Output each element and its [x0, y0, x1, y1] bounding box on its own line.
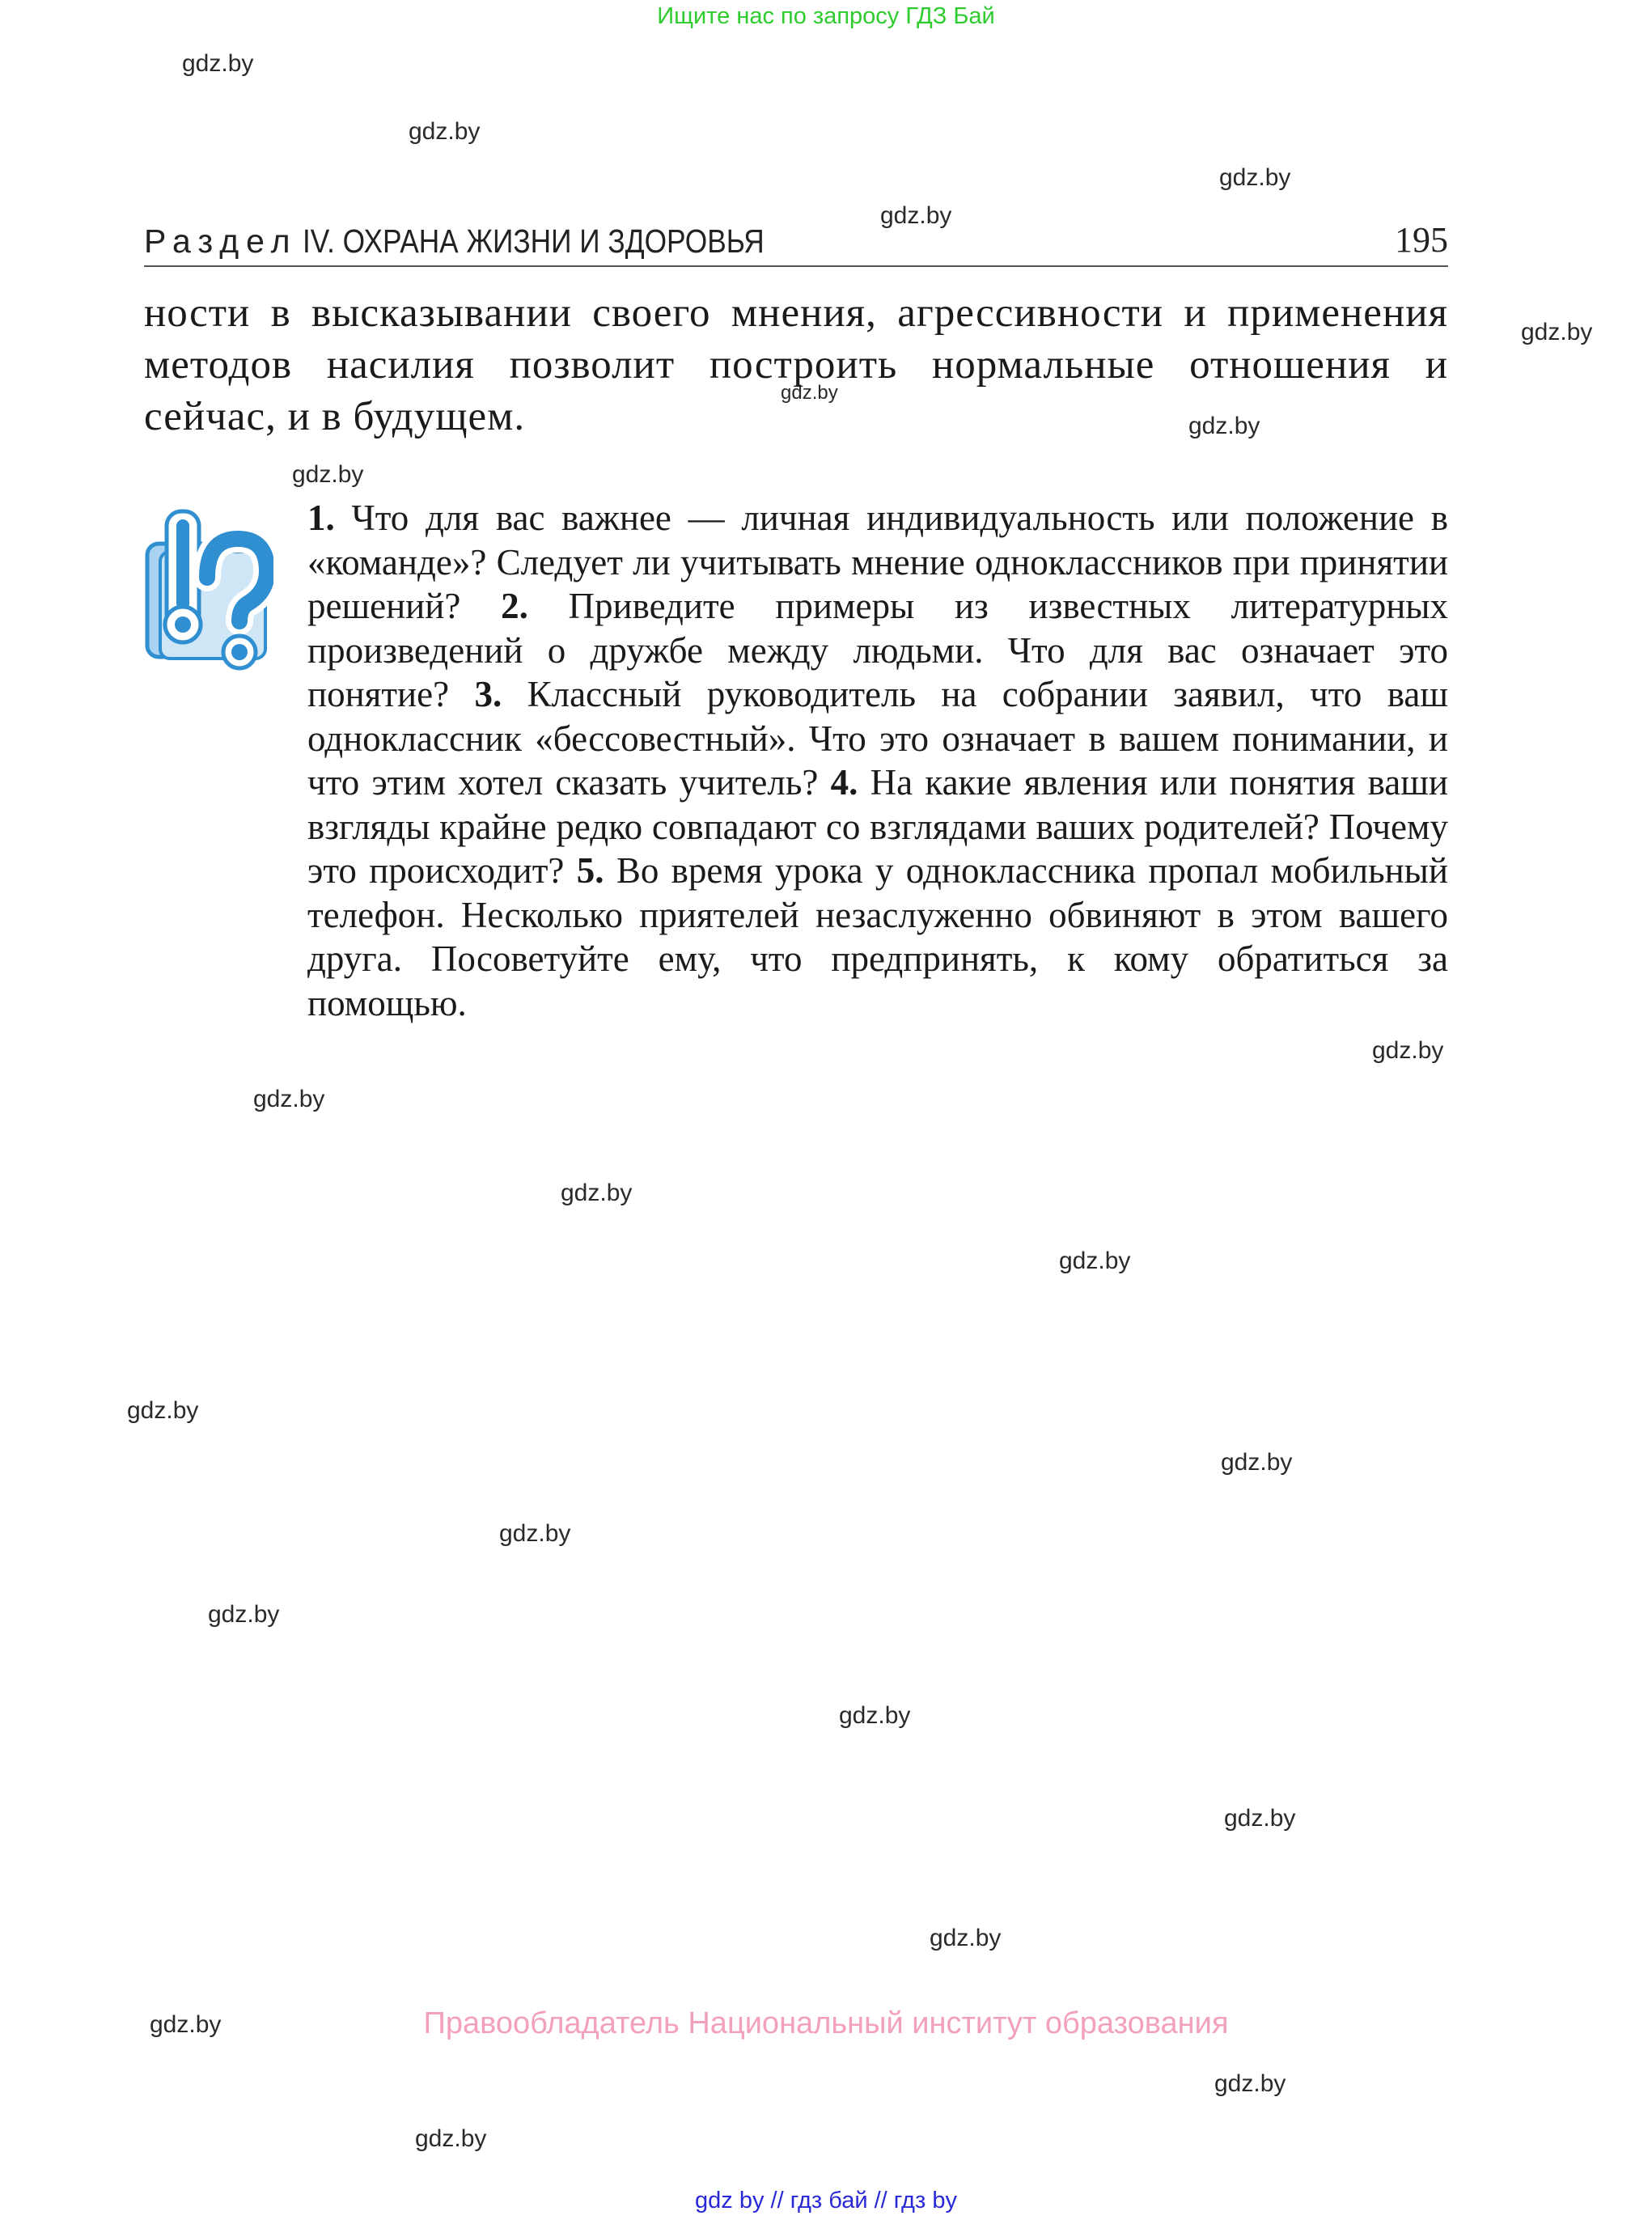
section-title [144, 222, 839, 261]
question-number: 1. [307, 498, 335, 538]
watermark: gdz.by [150, 2011, 222, 2038]
exclamation-question-icon [144, 503, 273, 671]
watermark: gdz.by [1214, 2070, 1286, 2097]
questions-block [307, 496, 1448, 1025]
question-number: 5. [576, 850, 604, 891]
watermark: gdz.by [292, 461, 364, 488]
footer-links[interactable]: gdz by // гдз бай // гдз by [695, 2188, 957, 2213]
watermark: gdz.by [182, 50, 254, 77]
watermark: gdz.by [499, 1520, 571, 1547]
watermark: gdz.by [930, 1925, 1002, 1951]
watermark: gdz.by [253, 1086, 325, 1112]
question-text: Приведите примеры из известных литературных произведений о дружбе между людьми. Что для вас означает это понятие? [307, 586, 1449, 714]
watermark: gdz.by [1188, 413, 1260, 439]
question-text: Что для вас важнее — личная индивидуальность или положение в «команде»? Следует ли учитывать мнение одноклассников при принятии решений? [307, 498, 1448, 626]
watermark: gdz.by [415, 2125, 487, 2152]
watermark: gdz.by [781, 382, 838, 404]
watermark: gdz.by [839, 1702, 911, 1729]
watermark: gdz.by [208, 1601, 280, 1628]
question-number: 2. [501, 586, 528, 626]
watermark: gdz.by [1221, 1449, 1293, 1476]
question-text: Во время урока у одноклассника пропал мобильный телефон. Несколько приятелей незаслуженно обвиняют в этом вашего друга. Посоветуйте ему, что предпринять, к кому обратиться за помощью. [307, 850, 1449, 1023]
top-banner[interactable]: Ищите нас по запросу ГДЗ Бай [657, 3, 995, 29]
page-header [144, 212, 1448, 267]
watermark: gdz.by [1219, 164, 1291, 191]
copyright-notice: Правообладатель Национальный институт образования [423, 2006, 1229, 2040]
watermark: gdz.by [1372, 1037, 1444, 1064]
watermark: gdz.by [127, 1397, 199, 1424]
section-word: Раздел [144, 222, 298, 260]
body-paragraph: ности в высказывании своего мнения, агрессивности и применения методов насилия позволит построить нормальные отношения и сейчас, и в будущем. [144, 290, 1448, 439]
watermark: gdz.by [1059, 1248, 1131, 1274]
question-text: Классный руководитель на собрании заявил, что ваш одноклассник «бессовестный». Что это означает в вашем понимании, и что этим хотел сказать учитель? [307, 674, 1449, 803]
page-number: 195 [1395, 220, 1448, 260]
question-number: 3. [474, 674, 502, 714]
question-text: На какие явления или понятия ваши взгляды крайне редко совпадают со взглядами ваших родителей? Почему это происходит? [307, 762, 1449, 891]
watermark: gdz.by [1521, 319, 1593, 345]
watermark: gdz.by [1224, 1805, 1296, 1832]
watermark: gdz.by [561, 1180, 633, 1206]
watermark: gdz.by [409, 118, 481, 145]
section-name: IV. ОХРАНА ЖИЗНИ И ЗДОРОВЬЯ [302, 222, 765, 260]
watermark: gdz.by [880, 202, 952, 229]
question-number: 4. [830, 762, 858, 803]
